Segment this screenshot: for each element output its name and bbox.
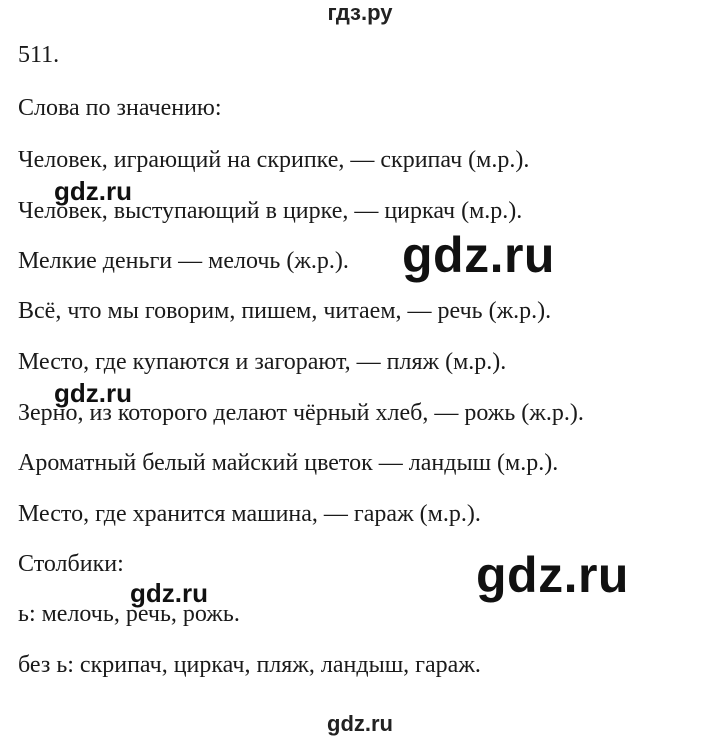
definition-line: Человек, выступающий в цирке, — циркач (м.р.). (18, 198, 523, 224)
watermark: gdz.ru (130, 578, 208, 608)
intro-text: Слова по значению: (18, 95, 222, 121)
definition-line: Место, где купаются и загорают, — пляж (м.р.). (18, 349, 507, 375)
definition-line: Мелкие деньги — мелочь (ж.р.). (18, 248, 349, 274)
column-no-soft-sign: без ь: скрипач, циркач, пляж, ландыш, гараж. (18, 652, 481, 678)
site-footer: gdz.ru (327, 711, 393, 736)
watermark: gdz.ru (54, 378, 132, 408)
site-header: гдз.ру (327, 0, 393, 25)
column-soft-sign: ь: мелочь, речь, рожь. (18, 601, 240, 627)
definition-line: Зерно, из которого делают чёрный хлеб, — рожь (ж.р.). (18, 400, 584, 426)
watermark: gdz.ru (476, 547, 629, 603)
watermark: gdz.ru (402, 227, 555, 283)
watermark: gdz.ru (54, 176, 132, 206)
definition-line: Ароматный белый майский цветок — ландыш (м.р.). (18, 450, 559, 476)
definition-line: Место, где хранится машина, — гараж (м.р.). (18, 501, 481, 527)
definition-line: Человек, играющий на скрипке, — скрипач (м.р.). (18, 147, 530, 173)
columns-label: Столбики: (18, 551, 124, 577)
definition-line: Всё, что мы говорим, пишем, читаем, — речь (ж.р.). (18, 298, 552, 324)
exercise-number: 511. (18, 42, 60, 68)
